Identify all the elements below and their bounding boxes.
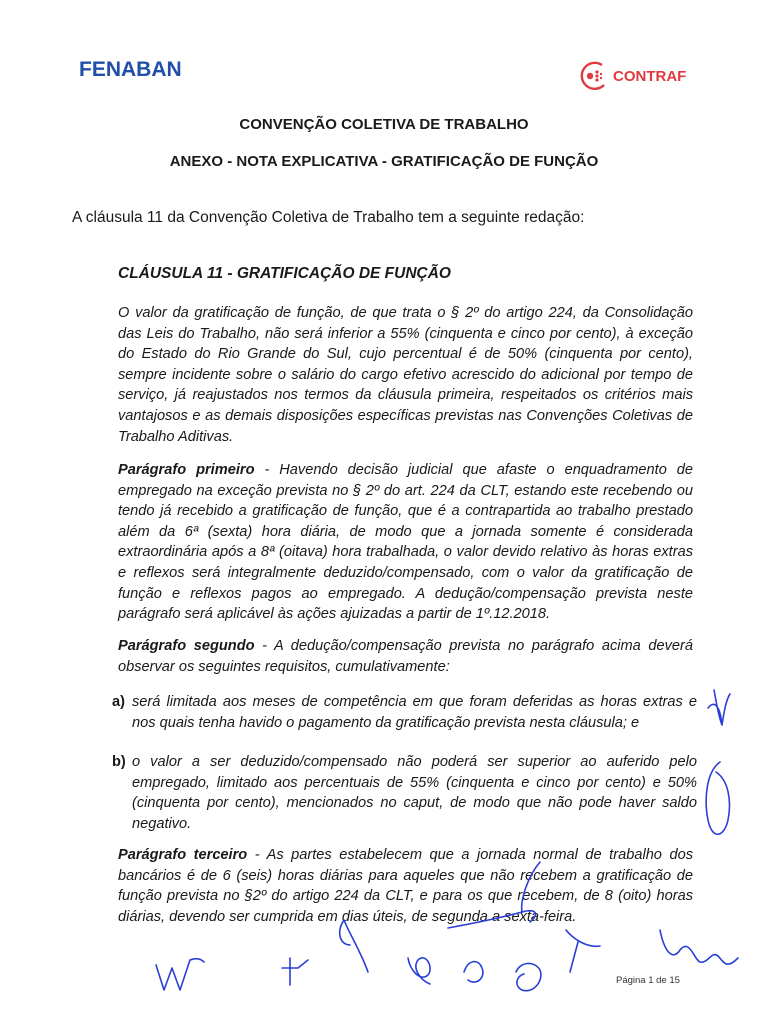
- initial-signature-2: [706, 762, 729, 834]
- paragraph-third: [118, 845, 693, 927]
- list-item-a: [112, 692, 697, 733]
- paragraph-first-label: Parágrafo primeiro: [118, 462, 255, 478]
- list-item-a-letter: a): [112, 694, 125, 710]
- signature-mark-8: [660, 930, 738, 964]
- clause-caput: O valor da gratificação de função, de que trata o § 2º do artigo 224, da Consolidação das Leis do Trabalho, não será inferior a 55% (cinquenta e cinco por cento), à exceção do Estado do Rio Grande do Sul, cujo percentual é de 50% (cinquenta por cento), sempre incidente sobre o salário do cargo efetivo acrescido do adicional por tempo de serviço, já reajustados nos termos da cláusula primeira, respeitados os critérios mais vantajosos e as demais disposições específicas previstas nas Convenções Coletivas de Trabalho Aditivas.: [118, 305, 693, 445]
- list-item-b-letter: b): [112, 754, 126, 770]
- paragraph-third-label: Parágrafo terceiro: [118, 847, 248, 863]
- signature-mark-2: [282, 958, 308, 985]
- list-item-a-text: será limitada aos meses de competência em que foram deferidas as horas extras e nos quais tenha havido o pagamento da gratificação prevista nesta cláusula; e: [132, 694, 697, 731]
- list-item-b-text: o valor a ser deduzido/compensado não poderá ser superior ao auferido pelo empregado, limitado aos percentuais de 55% (cinquenta e cinco por cento) e 50% (cinquenta por cento), mencionados no caput, de modo que não pode haver saldo negativo.: [132, 754, 697, 832]
- document-subtitle: ANEXO - NOTA EXPLICATIVA - GRATIFICAÇÃO DE FUNÇÃO: [169, 153, 599, 170]
- paragraph-second: [118, 636, 693, 677]
- signature-mark-7: [566, 930, 600, 972]
- contraf-logo-mark-icon: [578, 60, 612, 92]
- paragraph-second-label: Parágrafo segundo: [118, 638, 255, 654]
- signature-mark-5: [464, 962, 483, 982]
- list-item-b: [112, 752, 697, 834]
- signature-mark-6: [516, 963, 541, 990]
- clause-title: CLÁUSULA 11 - GRATIFICAÇÃO DE FUNÇÃO: [118, 265, 451, 282]
- contraf-logo-text: CONTRAF: [613, 67, 687, 85]
- paragraph-third-text: - As partes estabelecem que a jornada normal de trabalho dos bancários é de 6 (seis) horas diárias para aqueles que não recebem a gratificação de função prevista no §2º do artigo 224 da CLT, e para os que recebem, de 8 (oito) horas diárias, devendo ser cumprida em dias úteis, de segunda a sexta-feira.: [118, 847, 693, 925]
- paragraph-first-text: - Havendo decisão judicial que afaste o enquadramento de empregado na exceção prevista no § 2º do art. 224 da CLT, estando este recebendo ou tendo já recebido a gratificação de função, que é a contrapartida ao trabalho prestado além da 6ª (sexta) hora diária, de modo que a jornada somente é considerada extraordinária após a 8ª (oitava) hora trabalhada, o valor devido relativo às horas extras e reflexos será integralmente deduzido/compensado, com o valor da gratificação de função e reflexos pagos ao empregado. A dedução/compensação prevista neste parágrafo será aplicável às ações ajuizadas a partir de 1º.12.2018.: [118, 462, 693, 623]
- initial-signature-1: [708, 690, 730, 725]
- signature-mark-4: [408, 958, 430, 984]
- document-title: CONVENÇÃO COLETIVA DE TRABALHO: [239, 116, 529, 133]
- fenaban-logo: FENABAN: [79, 58, 182, 81]
- contraf-logo: [578, 60, 686, 92]
- signature-mark-3: [340, 920, 368, 972]
- intro-text: A cláusula 11 da Convenção Coletiva de Trabalho tem a seguinte redação:: [72, 209, 585, 226]
- paragraph-second-text: - A dedução/compensação prevista no parágrafo acima deverá observar os seguintes requisitos, cumulativamente:: [118, 638, 693, 675]
- page-number: Página 1 de 15: [616, 975, 680, 986]
- signature-mark-1: [156, 959, 204, 990]
- paragraph-first: [118, 460, 693, 625]
